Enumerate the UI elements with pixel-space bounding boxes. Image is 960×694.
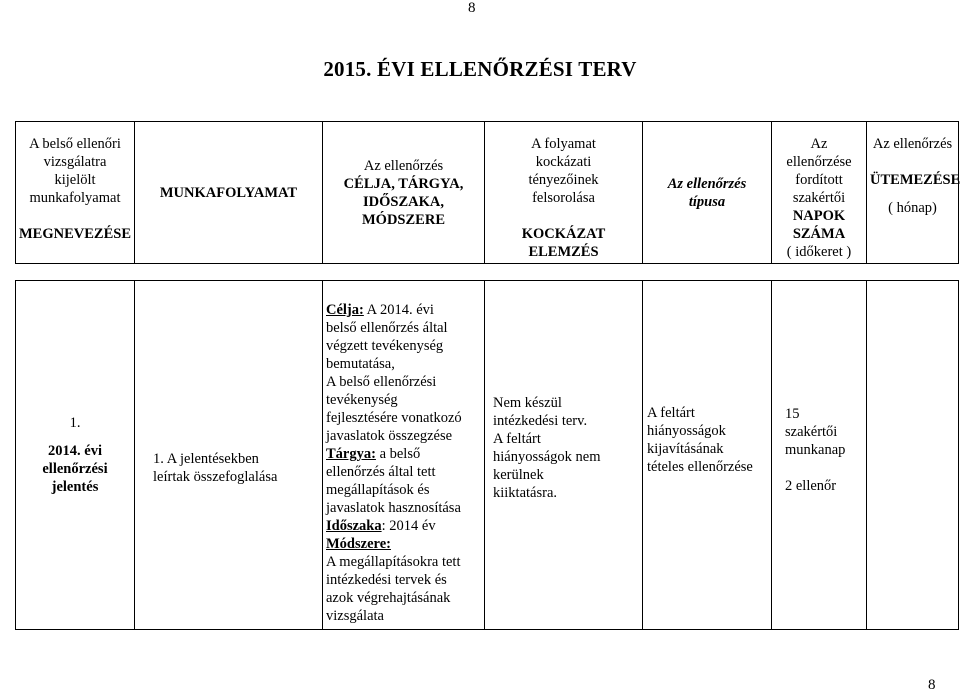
row-col6-tail: 2 ellenőr — [785, 478, 837, 494]
row-col2-line: leírtak összefoglalása — [153, 469, 278, 485]
header-col4-bold-line: KOCKÁZAT — [521, 226, 606, 242]
targya-first: a belső — [375, 446, 421, 462]
row-col4-line: Nem készül — [493, 395, 562, 411]
row-col4-line: kerülnek — [493, 467, 544, 483]
header-col5-line: Az ellenőrzés — [667, 175, 747, 192]
header-cell-kockazat — [485, 122, 643, 264]
header-cell-tipusa — [643, 122, 772, 264]
row-cell-jelentes — [16, 281, 135, 630]
header-col5-line: típusa — [688, 193, 726, 210]
targya-line: javaslatok hasznosítása — [326, 500, 461, 516]
row-col6-line: 15 — [785, 406, 800, 422]
header-cell-napok — [772, 122, 867, 264]
row-col4-line: kiiktatásra. — [493, 485, 558, 501]
targya-line: ellenőrzés által tett — [326, 464, 436, 480]
celja-line: A belső ellenőrzési — [326, 374, 437, 390]
plan-table-body — [15, 280, 959, 630]
header-col4-line: A folyamat — [531, 136, 596, 152]
row-celja-first-line — [326, 301, 481, 319]
row-col1-bold-line: 2014. évi — [48, 443, 102, 459]
header-col1-line: A belső ellenőri — [29, 136, 121, 152]
celja-label: Célja: — [326, 302, 364, 318]
header-col6-bold-line: NAPOK — [792, 208, 846, 224]
row-col6-line: szakértői — [785, 424, 838, 440]
header-col2-text: MUNKAFOLYAMAT — [159, 184, 298, 201]
header-col6-line: ellenőrzése — [786, 154, 852, 170]
header-col3-bold-line: IDŐSZAKA, — [363, 193, 444, 210]
row-cell-napok — [772, 281, 867, 630]
header-col1-line: vizsgálatra — [43, 154, 107, 170]
row-targya-first-line — [326, 445, 481, 463]
header-col7-tail: ( hónap) — [888, 200, 937, 216]
celja-line: bemutatása, — [326, 356, 395, 372]
modszere-line: vizsgálata — [326, 608, 384, 624]
row-col2-line: 1. A jelentésekben — [153, 451, 259, 467]
targya-line: megállapítások és — [326, 482, 430, 498]
header-col4-line: felsorolása — [532, 190, 595, 206]
page-number-bottom: 8 — [928, 677, 936, 693]
targya-label: Tárgya: — [326, 446, 376, 462]
header-col1-line: kijelölt — [54, 172, 96, 188]
modszere-line: intézkedési tervek és — [326, 572, 447, 588]
header-col4-line: tényezőinek — [528, 172, 599, 188]
header-col4-bold-line: ELEMZÉS — [528, 244, 599, 260]
row-col4-line: A feltárt — [493, 431, 541, 447]
celja-line: tevékenység — [326, 392, 398, 408]
header-col6-line: szakértői — [792, 190, 846, 206]
row-col6-line: munkanap — [785, 442, 846, 458]
header-col6-line: fordított — [795, 172, 843, 188]
header-col7-line: Az ellenőrzés — [872, 136, 953, 152]
idoszaka-label: Időszaka — [326, 518, 382, 534]
row-idoszaka-line — [326, 517, 481, 535]
row-cell-utemezese — [867, 281, 959, 630]
page-title: 2015. ÉVI ELLENŐRZÉSI TERV — [323, 57, 637, 81]
header-col6-bold-line: SZÁMA — [792, 226, 846, 242]
row-cell-kockazat — [485, 281, 643, 630]
header-cell-utemezese — [867, 122, 959, 264]
header-col3-bold-line: MÓDSZERE — [362, 211, 445, 228]
row-cell-tipusa — [643, 281, 772, 630]
header-col1-bold: MEGNEVEZÉSE — [19, 226, 131, 242]
row-col1-bold-line: ellenőrzési — [42, 461, 108, 477]
header-cell-munkafolyamat — [135, 122, 323, 264]
header-cell-celja — [323, 122, 485, 264]
modszere-label: Módszere: — [326, 536, 391, 552]
header-col7-bold: ÜTEMEZÉSE — [870, 172, 960, 188]
row-col5-line: kijavításának — [647, 441, 724, 457]
header-cell-megnevezese — [16, 122, 135, 264]
header-col6-tail: ( időkeret ) — [786, 244, 852, 260]
row-col5-line: tételes ellenőrzése — [647, 459, 753, 475]
row-col4-line: intézkedési terv. — [493, 413, 588, 429]
celja-line: belső ellenőrzés által — [326, 320, 448, 336]
row-cell-celja — [323, 281, 485, 630]
celja-first: A 2014. évi — [363, 302, 434, 318]
header-col3-bold-line: CÉLJA, TÁRGYA, — [343, 175, 464, 192]
row-col5-line: hiányosságok — [647, 423, 726, 439]
row-col1-bold-line: jelentés — [51, 479, 99, 495]
header-col3-line: Az ellenőrzés — [363, 157, 444, 174]
celja-line: fejlesztésére vonatkozó — [326, 410, 462, 426]
row-col1-number: 1. — [69, 415, 81, 431]
header-col1-line: munkafolyamat — [29, 190, 121, 206]
header-col1-lines — [19, 122, 131, 243]
header-col6-line: Az — [810, 136, 828, 152]
modszere-line: azok végrehajtásának — [326, 590, 451, 606]
row-col5-line: A feltárt — [647, 405, 695, 421]
modszere-line: A megállapításokra tett — [326, 554, 461, 570]
page-number-top: 8 — [468, 0, 476, 16]
header-col4-line: kockázati — [535, 154, 592, 170]
celja-line: végzett tevékenység — [326, 338, 444, 354]
row-cell-munkafolyamat — [135, 281, 323, 630]
plan-table-header — [15, 121, 959, 264]
row-col4-line: hiányosságok nem — [493, 449, 601, 465]
celja-line: javaslatok összegzése — [326, 428, 453, 444]
idoszaka-value: : 2014 év — [381, 518, 436, 534]
